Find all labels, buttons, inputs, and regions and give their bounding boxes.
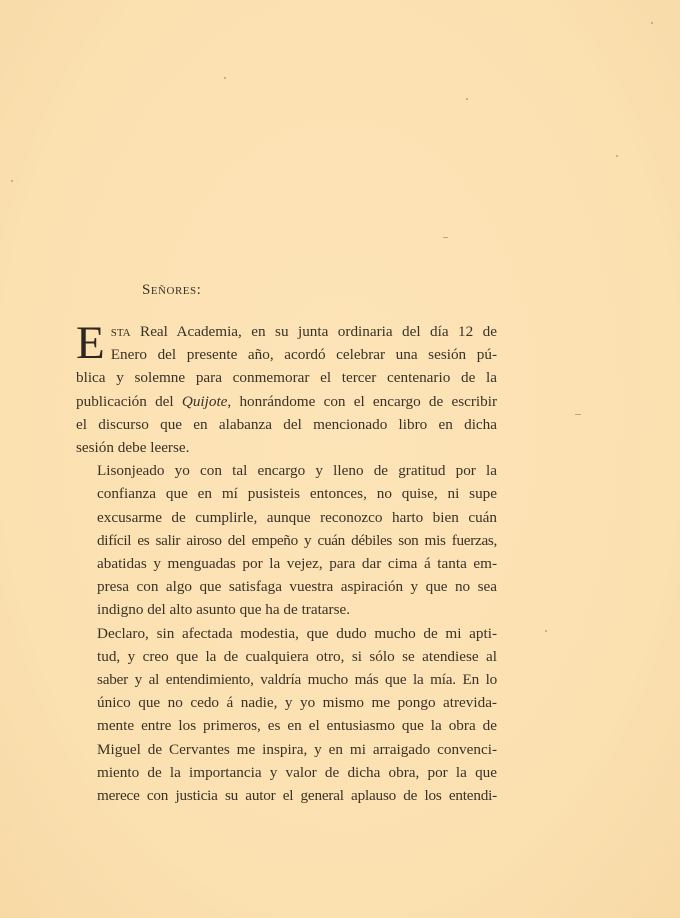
text-line: mente entre los primeros, es en el entusiasmo que la obra de: [97, 717, 497, 735]
text-line: Lisonjeado yo con tal encargo y lleno de gratitud por la: [97, 462, 497, 480]
text-line: Real Academia, en su junta ordinaria del día 12 de: [130, 323, 497, 340]
text-line: Enero del presente año, acordó celebrar una sesión pú-: [110, 346, 497, 364]
paper-speck: [466, 98, 468, 100]
paragraph-3: [76, 622, 497, 808]
paper-speck: [545, 630, 547, 632]
text-line: excusarme de cumplirle, aunque reconozco harto bien cuán: [97, 508, 497, 526]
book-title: Quijote: [181, 392, 228, 410]
text-line: difícil es salir airoso del empeño y cuán débiles son mis fuerzas,: [97, 531, 497, 549]
text-line: , honrándome con el encargo de escribir: [227, 392, 498, 410]
lead-smallcaps: sta: [110, 323, 131, 340]
text-line: miento de la importancia y valor de dicha obra, por la que: [97, 763, 497, 781]
paper-speck: [11, 180, 13, 182]
text-line: abatidas y menguadas por la vejez, para dar cima á tanta em-: [97, 555, 497, 573]
text-line: sesión debe leerse.: [76, 439, 190, 457]
paragraph-2: [76, 459, 497, 621]
salutation: Señores:: [142, 282, 202, 298]
paper-speck: [651, 22, 653, 24]
paper-speck: [616, 155, 618, 157]
text-line: confianza que en mí pusisteis entonces, no quise, ni supe: [97, 485, 497, 503]
drop-cap: E: [76, 317, 105, 369]
paragraph-1: [76, 317, 498, 459]
text-line: indigno del alto asunto que ha de tratarse.: [97, 601, 351, 619]
paper-speck: [443, 237, 448, 238]
text-line: el discurso que en alabanza del mencionado libro en dicha: [76, 415, 497, 433]
text-line: merece con justicia su autor el general aplauso de los entendi-: [97, 787, 497, 805]
paper-speck: [224, 77, 226, 79]
text-line: tud, y creo que la de cualquiera otro, si sólo se atendiese al: [97, 647, 497, 665]
body-text: [76, 317, 498, 807]
paper-speck: [575, 414, 581, 415]
text-line: Miguel de Cervantes me inspira, y en mi arraigado convenci-: [97, 740, 497, 758]
text-line: único que no cedo á nadie, y yo mismo me pongo atrevida-: [97, 694, 497, 712]
text-line: publicación del: [76, 392, 182, 410]
text-line: saber y al entendimiento, valdría mucho más que la mía. En lo: [97, 671, 497, 689]
text-line: Declaro, sin afectada modestia, que dudo mucho de mi apti-: [97, 624, 497, 642]
text-line: blica y solemne para conmemorar el tercer centenario de la: [76, 369, 497, 387]
text-line: presa con algo que satisfaga vuestra aspiración y que no sea: [97, 578, 497, 596]
